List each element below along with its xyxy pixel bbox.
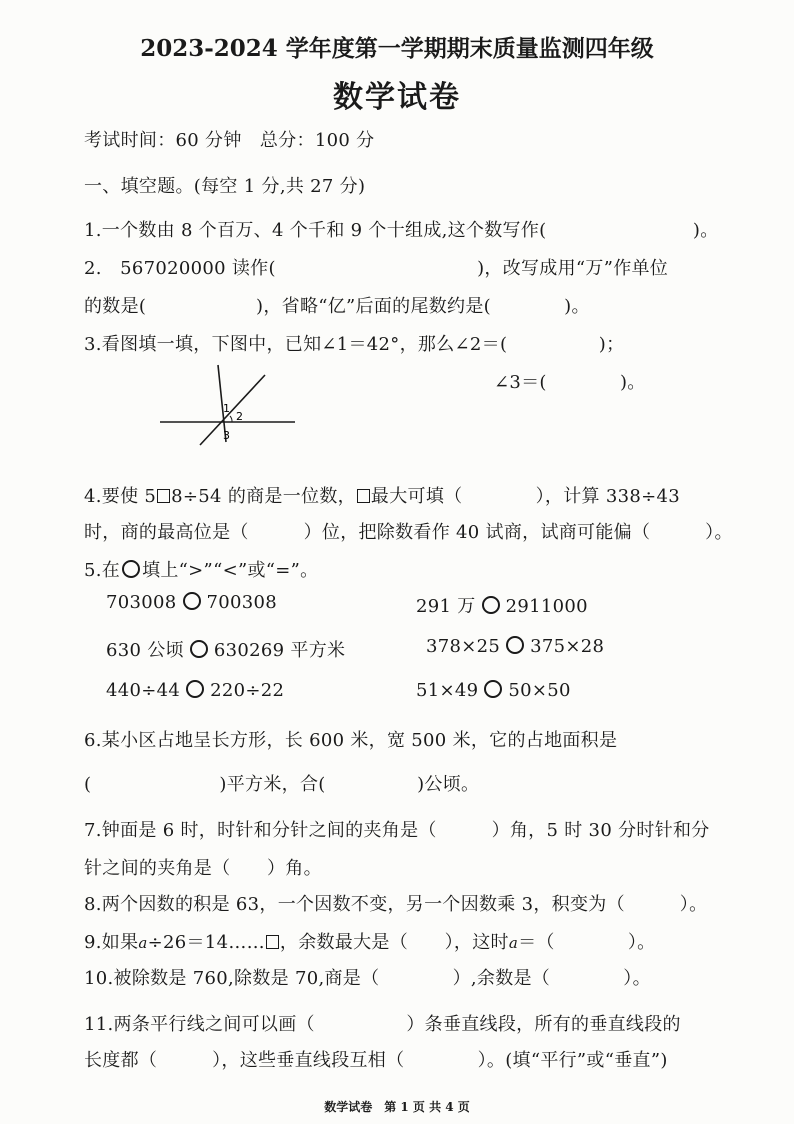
compare-right: 220÷22 xyxy=(210,680,285,701)
section-heading: 一、填空题。(每空 1 分,共 27 分) xyxy=(84,176,366,197)
compare-circle[interactable] xyxy=(190,640,208,658)
question-10: 10.被除数是 760,除数是 70,商是（ ）,余数是（ ）。 xyxy=(84,968,651,989)
question-2-line-1: 2. 567020000 读作( )，改写成用“万”作单位 xyxy=(84,258,669,279)
question-3-line-1: 3.看图填一填，下图中，已知∠1＝42°，那么∠2＝( )； xyxy=(84,334,625,355)
q4-text-b: 8÷54 的商是一位数， xyxy=(171,486,356,507)
q9-text-c: ，余数最大是（ ），这时 xyxy=(279,932,509,953)
question-6-line-2: ( )平方米，合( )公顷。 xyxy=(84,774,480,795)
box-symbol xyxy=(266,935,279,949)
page-footer: 数学试卷 第 1 页 共 4 页 xyxy=(324,1100,470,1114)
compare-left: 440÷44 xyxy=(106,680,181,701)
compare-circle[interactable] xyxy=(186,680,204,698)
angle-diagram xyxy=(150,360,310,450)
compare-item xyxy=(416,680,571,701)
compare-right: 50×50 xyxy=(508,680,571,701)
compare-circle[interactable] xyxy=(506,636,524,654)
compare-circle[interactable] xyxy=(482,596,500,614)
q5-text-a: 5.在 xyxy=(84,560,121,581)
q5-text-b: 填上“>”“<”或“=”。 xyxy=(142,560,319,581)
question-9 xyxy=(84,928,655,954)
compare-circle[interactable] xyxy=(183,592,201,610)
compare-item xyxy=(106,592,277,613)
variable-a: a xyxy=(138,934,148,952)
compare-right: 630269 平方米 xyxy=(213,640,346,661)
question-1: 1.一个数由 8 个百万、4 个千和 9 个十组成,这个数写作( )。 xyxy=(84,220,719,241)
box-symbol xyxy=(157,489,170,503)
box-symbol xyxy=(357,489,370,503)
q4-text-c: 最大可填（ ），计算 338÷43 xyxy=(370,486,680,507)
exam-subtitle: 数学试卷 xyxy=(333,80,461,115)
angle-label-2: 2 xyxy=(236,410,243,423)
compare-left: 291 万 xyxy=(416,596,476,617)
q9-text-a: 9.如果 xyxy=(84,932,139,953)
variable-a: a xyxy=(508,934,519,952)
compare-right: 2911000 xyxy=(505,596,588,617)
circle-symbol xyxy=(122,560,140,578)
compare-right: 700308 xyxy=(206,592,278,613)
question-3-line-2: ∠3＝( )。 xyxy=(494,372,646,393)
angle-label-1: 1 xyxy=(223,402,230,415)
question-6-line-1: 6.某小区占地呈长方形，长 600 米，宽 500 米，它的占地面积是 xyxy=(84,730,618,751)
exam-info: 考试时间：60 分钟 总分：100 分 xyxy=(84,130,375,151)
question-7-line-2: 针之间的夹角是（ ）角。 xyxy=(84,858,322,879)
question-11-line-2: 长度都（ ），这些垂直线段互相（ ）。(填“平行”或“垂直”) xyxy=(84,1050,668,1071)
compare-circle[interactable] xyxy=(484,680,502,698)
q9-text-d: ＝（ ）。 xyxy=(518,932,656,953)
q4-text-a: 4.要使 5 xyxy=(84,486,157,507)
compare-right: 375×28 xyxy=(530,636,605,657)
exam-title: 2023-2024 学年度第一学期期末质量监测四年级 xyxy=(140,35,654,62)
compare-item xyxy=(106,680,284,701)
compare-left: 630 公顷 xyxy=(106,640,184,661)
question-8: 8.两个因数的积是 63，一个因数不变，另一个因数乘 3，积变为（ ）。 xyxy=(84,894,708,915)
compare-item xyxy=(426,636,604,657)
compare-left: 378×25 xyxy=(426,636,501,657)
compare-left: 703008 xyxy=(106,592,177,613)
compare-item xyxy=(106,636,345,662)
q9-text-b: ÷26＝14…… xyxy=(147,932,265,953)
question-4-line-1 xyxy=(84,482,680,508)
slanted-line xyxy=(200,375,265,445)
compare-item xyxy=(416,592,588,618)
question-2-line-2: 的数是( )，省略“亿”后面的尾数约是( )。 xyxy=(84,296,590,317)
angle-label-3: 3 xyxy=(223,429,230,442)
compare-left: 51×49 xyxy=(416,680,479,701)
question-7-line-1: 7.钟面是 6 时，时针和分针之间的夹角是（ ）角，5 时 30 分时针和分 xyxy=(84,820,710,841)
angle-arc xyxy=(230,416,232,422)
question-11-line-1: 11.两条平行线之间可以画（ ）条垂直线段，所有的垂直线段的 xyxy=(84,1014,681,1035)
question-4-line-2: 时，商的最高位是（ ）位，把除数看作 40 试商，试商可能偏（ ）。 xyxy=(84,522,733,543)
question-5 xyxy=(84,556,318,582)
